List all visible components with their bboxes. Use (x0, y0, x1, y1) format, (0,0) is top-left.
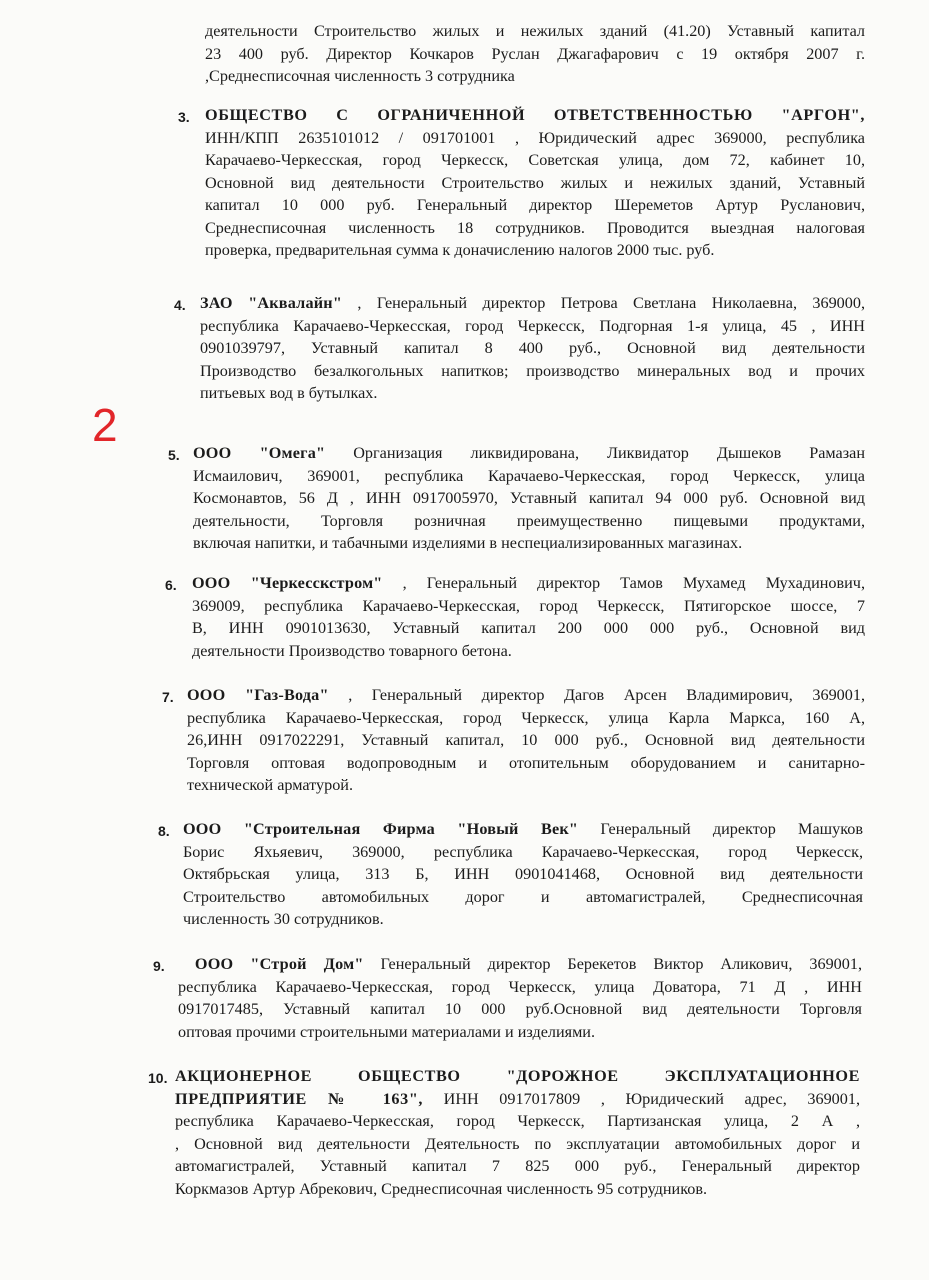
entry-number: 5. (168, 447, 180, 463)
entry-line: республика Карачаево-Черкесская, город Черкесск, улица Доватора, 71 Д , ИНН (178, 977, 862, 996)
intro-paragraph (205, 20, 865, 88)
entry-10 (175, 1065, 860, 1200)
entry-9 (178, 953, 862, 1043)
entry-line: Исмаилович, 369001, республика Карачаево-Черкесская, город Черкесск, улица (193, 466, 865, 485)
entry-name: ООО "Газ-Вода" (187, 686, 329, 704)
entry-line: республика Карачаево-Черкесская, город Черкесск, Партизанская улица, 2 А , (175, 1112, 860, 1130)
entry-line: Торговля оптовая водопроводным и отопительным оборудованием и санитарно- (187, 753, 865, 772)
entry-line: В, ИНН 0901013630, Уставный капитал 200 000 000 руб., Основной вид (192, 619, 865, 637)
entry-first-line (193, 442, 865, 465)
entry-first-rest: Генеральный директор Машуков (578, 820, 863, 838)
entry-name: АКЦИОНЕРНОЕ ОБЩЕСТВО "ДОРОЖНОЕ ЭКСПЛУАТАЦИОННОЕ (175, 1067, 860, 1085)
entry-line: 369009, республика Карачаево-Черкесская, город Черкесск, Пятигорское шоссе, 7 (192, 596, 865, 615)
entry-line: включая напитки, и табачными изделиями в неспециализированных магазинах. (193, 534, 743, 552)
entry-first-line (187, 684, 865, 707)
page-marker: 2 (92, 399, 118, 451)
entry-number: 3. (178, 109, 190, 125)
entry-line: 0917017485, Уставный капитал 10 000 руб.Основной вид деятельности Торговля (178, 1000, 862, 1018)
entry-number: 4. (174, 297, 186, 313)
entry-line: 0901039797, Уставный капитал 8 400 руб., Основной вид деятельности (200, 339, 865, 357)
entry-line: технической арматурой. (187, 776, 354, 794)
entry-line: капитал 10 000 руб. Генеральный директор Шереметов Артур Русланович, (205, 196, 865, 214)
entry-number: 10. (148, 1070, 168, 1086)
entry-line: Строительство автомобильных дорог и автомагистралей, Среднесписочная (183, 887, 863, 906)
entry-line: Производство безалкогольных напитков; производство минеральных вод и прочих (200, 361, 865, 380)
entry-7 (187, 684, 865, 797)
entry-line: проверка, предварительная сумма к доначислению налогов 2000 тыс. руб. (205, 241, 715, 259)
entry-first-line (183, 818, 863, 841)
entry-line: Космонавтов, 56 Д , ИНН 0917005970, Уставный капитал 94 000 руб. Основной вид (193, 489, 865, 507)
intro-line: ,Среднесписочная численность 3 сотрудника (205, 67, 515, 85)
entry-number: 9. (153, 958, 165, 974)
entry-name: ООО "Черкесскстром" (192, 574, 383, 592)
entry-line: деятельности Производство товарного бетона. (192, 641, 512, 660)
entry-number: 7. (162, 689, 174, 705)
intro-line: 23 400 руб. Директор Кочкаров Руслан Джагафарович с 19 октября 2007 г. (205, 44, 865, 63)
entry-first-line (175, 1065, 860, 1088)
entry-first-line (205, 104, 865, 127)
entry-line: республика Карачаево-Черкесская, город Черкесск, улица Карла Маркса, 160 А, (187, 708, 865, 727)
entry-second-line (175, 1088, 860, 1111)
entry-line: Борис Яхьяевич, 369000, республика Карачаево-Черкесская, город Черкесск, (183, 842, 863, 861)
entry-line: Октябрьская улица, 313 Б, ИНН 0901041468, Основной вид деятельности (183, 865, 863, 883)
entry-first-rest: Генеральный директор Берекетов Виктор Аликович, 369001, (363, 955, 862, 973)
entry-line: Карачаево-Черкесская, город Черкесск, Советская улица, дом 72, кабинет 10, (205, 151, 865, 169)
entry-name: ООО "Омега" (193, 444, 326, 462)
intro-line: деятельности Строительство жилых и нежилых зданий (41.20) Уставный капитал (205, 22, 865, 40)
entry-8 (183, 818, 863, 931)
entry-first-rest: Организация ликвидирована, Ликвидатор Дышеков Рамазан (325, 444, 865, 462)
entry-name-continued: ПРЕДПРИЯТИЕ № 163", (175, 1089, 424, 1108)
entry-line: ИНН/КПП 2635101012 / 091701001 , Юридический адрес 369000, республика (205, 128, 865, 147)
entry-line: Коркмазов Артур Абрекович, Среднесписочная численность 95 сотрудников. (175, 1179, 708, 1198)
entry-line: численность 30 сотрудников. (183, 910, 384, 928)
entry-line: республика Карачаево-Черкесская, город Черкесск, Подгорная 1-я улица, 45 , ИНН (200, 316, 865, 335)
entry-first-rest: , Генеральный директор Дагов Арсен Владимирович, 369001, (328, 686, 865, 704)
entry-line: 26,ИНН 0917022291, Уставный капитал, 10 000 руб., Основной вид деятельности (187, 731, 865, 749)
entry-number: 8. (158, 823, 170, 839)
entry-line: , Основной вид деятельности Деятельность по эксплуатации автомобильных дорог и (175, 1134, 860, 1153)
entry-line: Среднесписочная численность 18 сотрудников. Проводится выездная налоговая (205, 218, 865, 237)
entry-line: оптовая прочими строительными материалами и изделиями. (178, 1022, 596, 1041)
entry-first-rest: , Генеральный директор Тамов Мухамед Мухадинович, (382, 574, 865, 592)
entry-4 (200, 292, 865, 405)
entry-name: ООО "Строительная Фирма "Новый Век" (183, 820, 579, 838)
entry-5 (193, 442, 865, 555)
entry-first-line (178, 953, 862, 976)
entry-first-rest: , Генеральный директор Петрова Светлана Николаевна, 369000, (342, 294, 866, 312)
entry-first-line (200, 292, 865, 315)
entry-name: ЗАО "Аквалайн" (200, 294, 343, 312)
entry-second-rest: ИНН 0917017809 , Юридический адрес, 369001, (423, 1089, 860, 1108)
entry-number: 6. (165, 577, 177, 593)
entry-line: питьевых вод в бутылках. (200, 384, 378, 402)
entry-name: ОБЩЕСТВО С ОГРАНИЧЕННОЙ ОТВЕТСТВЕННОСТЬЮ "АРГОН", (205, 106, 865, 124)
entry-3 (205, 104, 865, 262)
entry-line: деятельности, Торговля розничная преимущественно пищевыми продуктами, (193, 511, 865, 530)
entry-first-line (192, 572, 865, 595)
entry-line: Основной вид деятельности Строительство жилых и нежилых зданий, Уставный (205, 173, 865, 192)
entry-line: автомагистралей, Уставный капитал 7 825 000 руб., Генеральный директор (175, 1157, 860, 1175)
entry-6 (192, 572, 865, 662)
entry-name: ООО "Строй Дом" (194, 955, 364, 973)
